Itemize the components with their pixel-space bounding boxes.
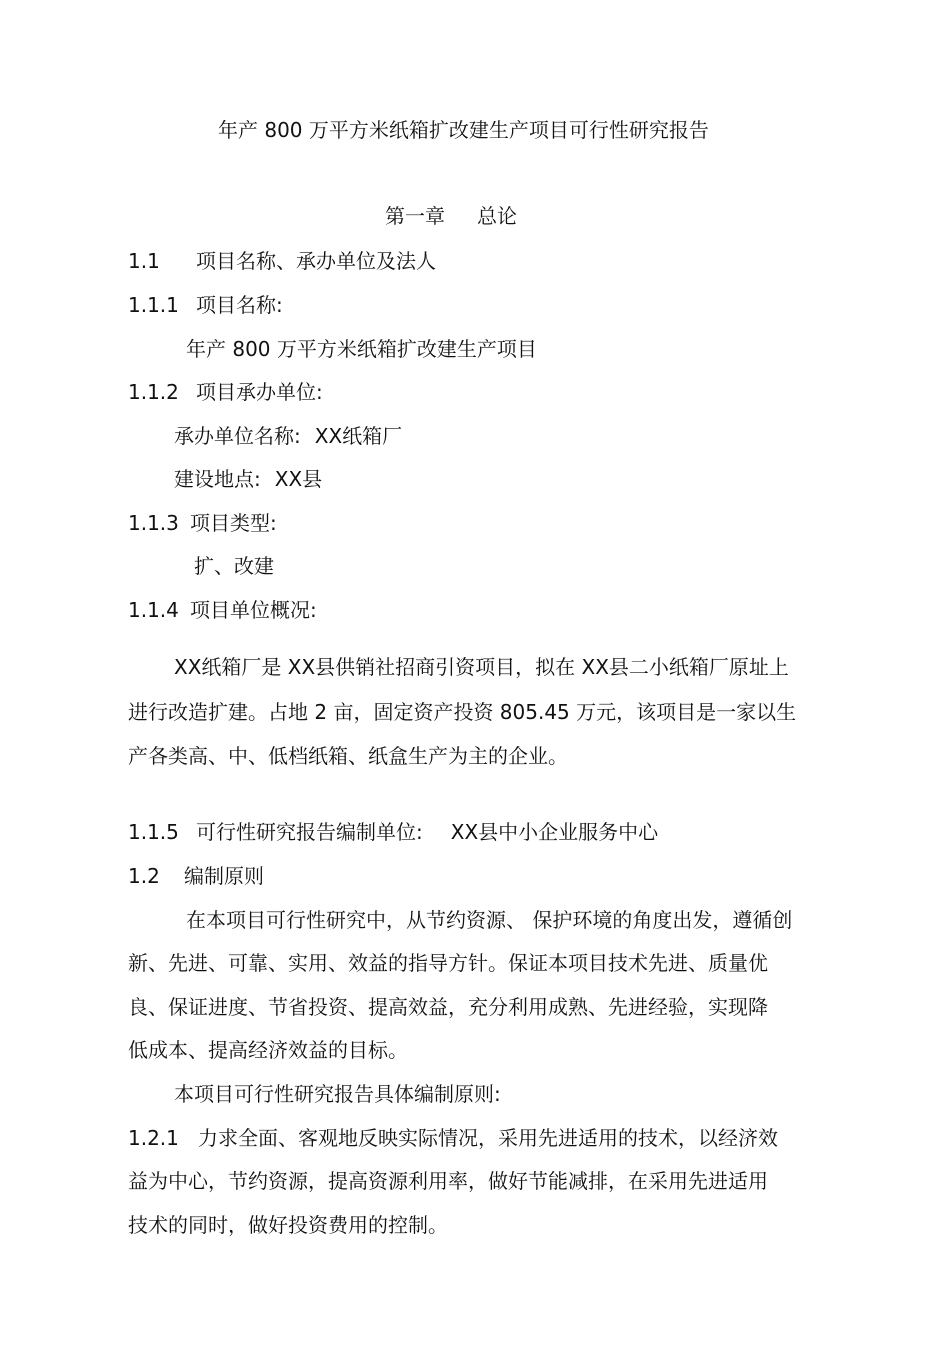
section-title: 项目单位概况:: [190, 598, 317, 622]
overview-paragraph-line: XX纸箱厂是 XX县供销社招商引资项目，拟在 XX县二小纸箱厂原址上: [174, 655, 789, 679]
project-name-value: 年产 800 万平方米纸箱扩改建生产项目: [186, 337, 537, 361]
section-title: 编制原则: [184, 864, 264, 888]
unit-name-value: XX纸箱厂: [314, 424, 403, 448]
section-1-1-5-heading: [128, 819, 658, 845]
section-1-1-2-heading: [128, 379, 323, 405]
principles-paragraph-line: 在本项目可行性研究中，从节约资源、 保护环境的角度出发，遵循创: [186, 908, 793, 932]
principles-paragraph-line: 新、先进、可靠、实用、效益的指导方针。保证本项目技术先进、质量优: [128, 951, 768, 975]
section-title: 项目承办单位:: [196, 380, 323, 404]
principle-text-line: 技术的同时，做好投资费用的控制。: [128, 1213, 448, 1237]
overview-paragraph-line: 进行改造扩建。占地 2 亩，固定资产投资 805.45 万元，该项目是一家以生: [128, 700, 797, 724]
site-value: XX县: [274, 467, 323, 491]
principles-paragraph-line: 低成本、提高经济效益的目标。: [128, 1038, 408, 1062]
overview-paragraph-line: 产各类高、中、低档纸箱、纸盒生产为主的企业。: [128, 744, 568, 768]
site-line: [174, 466, 322, 492]
site-label: 建设地点:: [174, 467, 261, 491]
section-number: 1.1.1: [128, 293, 179, 317]
chapter-number: 第一章: [385, 204, 445, 228]
principle-text-line: 益为中心，节约资源，提高资源利用率，做好节能减排，在采用先进适用: [128, 1169, 768, 1193]
section-1-1-1-heading: [128, 292, 283, 318]
section-1-2-heading: [128, 863, 264, 889]
chapter-heading: [385, 203, 517, 229]
section-title: 项目类型:: [190, 511, 277, 535]
section-number: 1.2: [128, 864, 160, 888]
principles-intro: 本项目可行性研究报告具体编制原则:: [174, 1082, 501, 1106]
unit-name-label: 承办单位名称:: [174, 424, 301, 448]
section-number: 1.2.1: [128, 1126, 179, 1150]
principle-text-line: 力求全面、客观地反映实际情况，采用先进适用的技术，以经济效: [198, 1126, 778, 1150]
principles-paragraph-line: 良、保证进度、节省投资、提高效益，充分利用成熟、先进经验，实现降: [128, 995, 768, 1019]
document-title: 年产 800 万平方米纸箱扩改建生产项目可行性研究报告: [218, 118, 709, 142]
section-title: 项目名称、承办单位及法人: [196, 249, 436, 273]
section-title: 可行性研究报告编制单位:: [196, 820, 423, 844]
section-number: 1.1.2: [128, 380, 179, 404]
section-number: 1.1.5: [128, 820, 179, 844]
project-type-value: 扩、改建: [194, 554, 274, 578]
unit-name-line: [174, 423, 402, 449]
section-1-1-4-heading: [128, 597, 317, 623]
section-number: 1.1: [128, 249, 160, 273]
section-number: 1.1.3: [128, 511, 179, 535]
section-title: 项目名称:: [196, 293, 283, 317]
section-1-2-1-line: [128, 1125, 778, 1151]
chapter-name: 总论: [477, 204, 517, 228]
compiler-unit-value: XX县中小企业服务中心: [450, 820, 659, 844]
section-1-1-heading: [128, 248, 436, 274]
section-1-1-3-heading: [128, 510, 277, 536]
section-number: 1.1.4: [128, 598, 179, 622]
